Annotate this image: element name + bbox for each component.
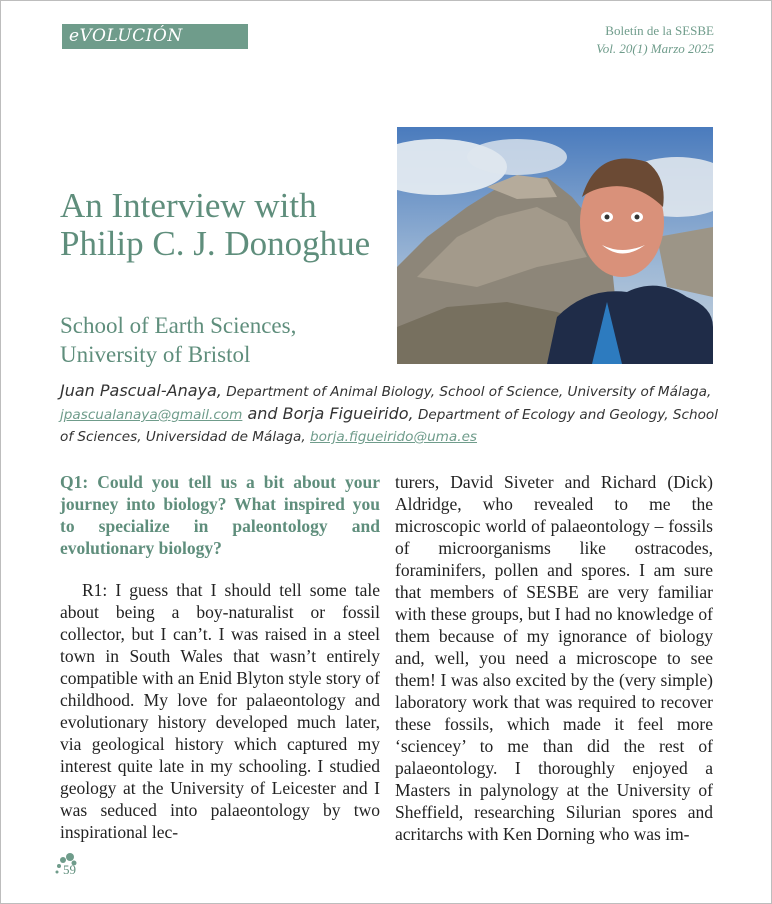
author2-affiliation: Department of Ecology and Geology, School of Sciences, Universidad de Málaga, — [60, 407, 719, 445]
article-subtitle: School of Earth Sciences, University of Bristol — [60, 313, 297, 367]
photo-illustration — [397, 127, 713, 364]
author-conjunction: and — [242, 404, 283, 423]
section-tag: eVOLUCIÓN — [62, 24, 248, 49]
question-1: Q1: Could you tell us a bit about your journey into biology? What inspired you to specialize in paleontology and evolutionary biology? — [60, 472, 380, 558]
author-line — [60, 380, 722, 448]
answer-1-part-1: R1: I guess that I should tell some tale about being a boy-naturalist or fossil collector, but I can’t. I was raised in a steel town in South Wales that wasn’t entirely compatible with an Enid Blyton style story of childhood. My love for palaeontology and evolutionary history developed much later, via geological history which captured my interest quite late in my schooling. I studied geology at the University of Leicester and I was seduced into palaeontology by two inspirational lec- — [60, 580, 380, 842]
journal-volume: Vol. 20(1) Marzo 2025 — [596, 41, 714, 56]
author2-name: Borja Figueirido, — [282, 404, 414, 423]
author1-email-link[interactable]: jpascualanaya@gmail.com — [60, 407, 243, 423]
author1-affiliation: Department of Animal Biology, School of Science, University of Málaga, — [221, 384, 712, 400]
answer-1-part-2: turers, David Siveter and Richard (Dick) Aldridge, who revealed to me the microscopic world of palaeontology – fossils of microorganisms like ostracodes, foraminifers, pollen and spores. I am sure that members of SESBE are very familiar with these groups, but I had no knowledge of them because of my ignorance of biology and, well, you need a microscope to see them! I was also excited by the (very simple) laboratory work that was required to recover these fossils, which made it feel more ‘sciencey’ to me than did the rest of palaeontology. I thoroughly enjoyed a Masters in palynology at the University of Sheffield, researching Silurian spores and acritarchs with Ken Dorning who was im- — [395, 472, 713, 844]
left-column — [60, 471, 380, 843]
article-title: An Interview with Philip C. J. Donoghue — [60, 186, 371, 263]
interviewee-photo — [397, 127, 713, 364]
journal-name: Boletín de la SESBE — [605, 23, 714, 38]
journal-header — [596, 22, 714, 58]
author2-email-link[interactable]: borja.figueirido@uma.es — [310, 429, 478, 445]
page-number: 59 — [63, 862, 76, 877]
author1-name: Juan Pascual-Anaya, — [60, 381, 222, 400]
right-column — [395, 471, 713, 845]
